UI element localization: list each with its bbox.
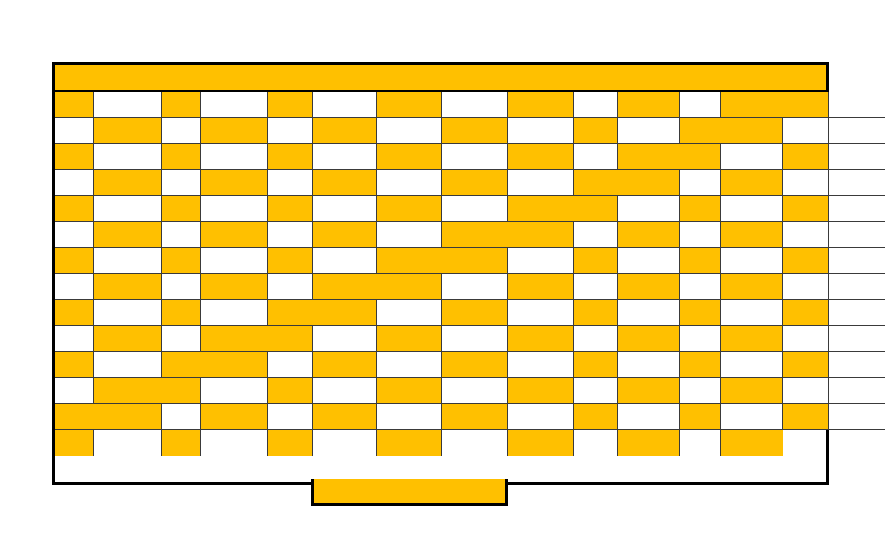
weight-value <box>201 144 268 170</box>
entry-number <box>680 144 721 170</box>
entry-number <box>508 144 574 170</box>
weight-value <box>94 144 162 170</box>
entry-number <box>783 144 829 170</box>
entry-number <box>442 118 508 144</box>
entry-number <box>55 92 94 118</box>
entry-number <box>574 118 618 144</box>
entry-number <box>377 196 442 222</box>
entry-number <box>55 352 94 378</box>
entry-number <box>268 92 313 118</box>
entry-number <box>94 170 162 196</box>
entry-number <box>618 170 680 196</box>
entry-number <box>618 144 680 170</box>
weight-value <box>618 118 680 144</box>
entry-number <box>55 300 94 326</box>
weight-value <box>201 430 268 456</box>
weight-value <box>783 222 829 248</box>
weight-value <box>829 144 885 170</box>
entry-number <box>162 378 201 404</box>
entry-number <box>680 196 721 222</box>
weight-value <box>618 404 680 430</box>
weight-value <box>508 170 574 196</box>
weight-value <box>377 118 442 144</box>
weight-value <box>162 326 201 352</box>
weight-value <box>721 144 783 170</box>
entry-number <box>268 326 313 352</box>
weight-value <box>721 196 783 222</box>
entry-number <box>721 326 783 352</box>
weight-value <box>574 378 618 404</box>
entry-number <box>94 404 162 430</box>
entry-number <box>574 248 618 274</box>
entry-number <box>94 118 162 144</box>
weight-value <box>721 248 783 274</box>
entry-number <box>94 326 162 352</box>
entry-number <box>55 404 94 430</box>
weight-value <box>94 92 162 118</box>
entry-number <box>721 378 783 404</box>
entry-number <box>680 248 721 274</box>
weight-value <box>680 92 721 118</box>
weight-value <box>377 222 442 248</box>
weight-value <box>162 222 201 248</box>
weight-value <box>442 144 508 170</box>
entry-number <box>508 430 574 456</box>
weight-value <box>55 326 94 352</box>
entry-number <box>618 92 680 118</box>
weight-value <box>442 430 508 456</box>
entry-number <box>313 352 377 378</box>
weight-value <box>680 430 721 456</box>
entry-number <box>574 170 618 196</box>
entry-number <box>377 144 442 170</box>
weight-value <box>201 248 268 274</box>
entry-number <box>201 222 268 248</box>
entry-number <box>442 404 508 430</box>
weight-value <box>94 352 162 378</box>
entry-number <box>442 300 508 326</box>
entry-number <box>680 352 721 378</box>
weight-value <box>721 404 783 430</box>
weight-value <box>442 378 508 404</box>
entry-number <box>680 118 721 144</box>
weight-value <box>442 326 508 352</box>
weight-value <box>508 352 574 378</box>
weight-value <box>377 300 442 326</box>
weight-value <box>618 248 680 274</box>
weight-value <box>721 352 783 378</box>
entry-number <box>268 430 313 456</box>
weight-value <box>268 170 313 196</box>
weight-value <box>268 118 313 144</box>
weight-value <box>508 248 574 274</box>
entry-number <box>377 430 442 456</box>
entry-number <box>508 326 574 352</box>
entry-number <box>377 248 442 274</box>
weight-value <box>313 430 377 456</box>
weight-value <box>829 378 885 404</box>
weight-value <box>268 404 313 430</box>
entry-number <box>313 274 377 300</box>
entry-number <box>268 196 313 222</box>
entry-number <box>618 378 680 404</box>
weight-value <box>829 326 885 352</box>
entry-number <box>377 378 442 404</box>
weight-value <box>55 378 94 404</box>
entry-number <box>508 274 574 300</box>
entry-number <box>721 118 783 144</box>
entry-number <box>268 144 313 170</box>
entry-number <box>442 248 508 274</box>
entry-number <box>313 404 377 430</box>
weight-value <box>829 170 885 196</box>
weight-value <box>162 170 201 196</box>
entry-number <box>574 352 618 378</box>
weight-value <box>574 222 618 248</box>
weight-value <box>829 92 885 118</box>
weight-value <box>783 170 829 196</box>
weight-value <box>94 196 162 222</box>
entry-number <box>313 118 377 144</box>
weighing-grid <box>55 92 826 482</box>
weight-value <box>55 274 94 300</box>
entry-number <box>55 248 94 274</box>
entry-number <box>313 170 377 196</box>
entry-number <box>618 326 680 352</box>
weight-value <box>829 352 885 378</box>
entry-number <box>680 300 721 326</box>
entry-number <box>721 222 783 248</box>
weight-value <box>268 274 313 300</box>
weight-value <box>508 300 574 326</box>
entry-number <box>313 222 377 248</box>
entry-number <box>783 404 829 430</box>
entry-number <box>783 300 829 326</box>
weight-value <box>442 196 508 222</box>
weight-value <box>618 352 680 378</box>
entry-number <box>201 274 268 300</box>
entry-number <box>508 378 574 404</box>
report-title <box>55 65 826 92</box>
entry-number <box>201 170 268 196</box>
weight-value <box>829 274 885 300</box>
weight-value <box>162 118 201 144</box>
weight-value <box>618 196 680 222</box>
weight-value <box>201 378 268 404</box>
weighing-report-table <box>52 62 829 485</box>
entry-number <box>55 196 94 222</box>
weight-value <box>313 92 377 118</box>
weight-value <box>783 274 829 300</box>
entry-number <box>162 248 201 274</box>
entry-number <box>783 248 829 274</box>
entry-number <box>508 92 574 118</box>
entry-number <box>442 352 508 378</box>
entry-number <box>94 378 162 404</box>
weight-value <box>680 378 721 404</box>
entry-number <box>162 300 201 326</box>
entry-number <box>268 300 313 326</box>
weight-value <box>508 404 574 430</box>
entry-number <box>94 222 162 248</box>
weight-value <box>313 248 377 274</box>
entry-number <box>162 92 201 118</box>
weight-value <box>94 248 162 274</box>
weight-value <box>829 248 885 274</box>
entry-number <box>618 274 680 300</box>
weight-value <box>377 170 442 196</box>
weight-value <box>55 118 94 144</box>
entry-number <box>313 300 377 326</box>
weight-value <box>201 300 268 326</box>
weight-value <box>829 222 885 248</box>
entry-number <box>721 430 783 456</box>
entry-number <box>574 300 618 326</box>
entry-number <box>162 430 201 456</box>
weight-value <box>162 404 201 430</box>
weight-value <box>268 222 313 248</box>
entry-number <box>201 118 268 144</box>
entry-number <box>721 92 783 118</box>
weight-value <box>442 92 508 118</box>
entry-number <box>377 92 442 118</box>
entry-number <box>201 352 268 378</box>
entry-number <box>442 222 508 248</box>
entry-number <box>55 144 94 170</box>
weight-value <box>377 404 442 430</box>
entry-number <box>201 404 268 430</box>
weight-value <box>55 170 94 196</box>
weight-value <box>268 352 313 378</box>
weight-value <box>680 222 721 248</box>
entry-number <box>574 196 618 222</box>
weight-value <box>680 274 721 300</box>
weight-value <box>680 170 721 196</box>
weight-value <box>574 430 618 456</box>
entry-number <box>201 326 268 352</box>
weight-value <box>313 326 377 352</box>
entry-number <box>162 196 201 222</box>
weight-value <box>783 118 829 144</box>
weight-value <box>508 118 574 144</box>
entry-number <box>162 144 201 170</box>
weight-value <box>574 144 618 170</box>
weight-value <box>313 196 377 222</box>
weight-value <box>618 300 680 326</box>
weight-value <box>829 300 885 326</box>
entry-number <box>574 404 618 430</box>
average-box <box>311 479 508 506</box>
entry-number <box>783 196 829 222</box>
weight-value <box>721 300 783 326</box>
entry-number <box>94 274 162 300</box>
entry-number <box>618 222 680 248</box>
entry-number <box>55 430 94 456</box>
weight-value <box>94 430 162 456</box>
entry-number <box>721 274 783 300</box>
entry-number <box>721 170 783 196</box>
entry-number <box>783 352 829 378</box>
weight-value <box>829 196 885 222</box>
entry-number <box>618 430 680 456</box>
weight-value <box>377 352 442 378</box>
weight-value <box>162 274 201 300</box>
weight-value <box>829 118 885 144</box>
weight-value <box>55 222 94 248</box>
weight-value <box>680 326 721 352</box>
entry-number <box>680 404 721 430</box>
weight-value <box>783 326 829 352</box>
weight-value <box>574 326 618 352</box>
weight-value <box>783 378 829 404</box>
entry-number <box>162 352 201 378</box>
weight-value <box>574 274 618 300</box>
weight-value <box>94 300 162 326</box>
entry-number <box>508 222 574 248</box>
entry-number <box>268 378 313 404</box>
weight-value <box>829 404 885 430</box>
weight-value <box>442 274 508 300</box>
entry-number <box>377 274 442 300</box>
entry-number <box>783 92 829 118</box>
weight-value <box>574 92 618 118</box>
weight-value <box>201 92 268 118</box>
entry-number <box>268 248 313 274</box>
weight-value <box>201 196 268 222</box>
entry-number <box>442 170 508 196</box>
entry-number <box>377 326 442 352</box>
weight-value <box>313 144 377 170</box>
entry-number <box>508 196 574 222</box>
weight-value <box>313 378 377 404</box>
